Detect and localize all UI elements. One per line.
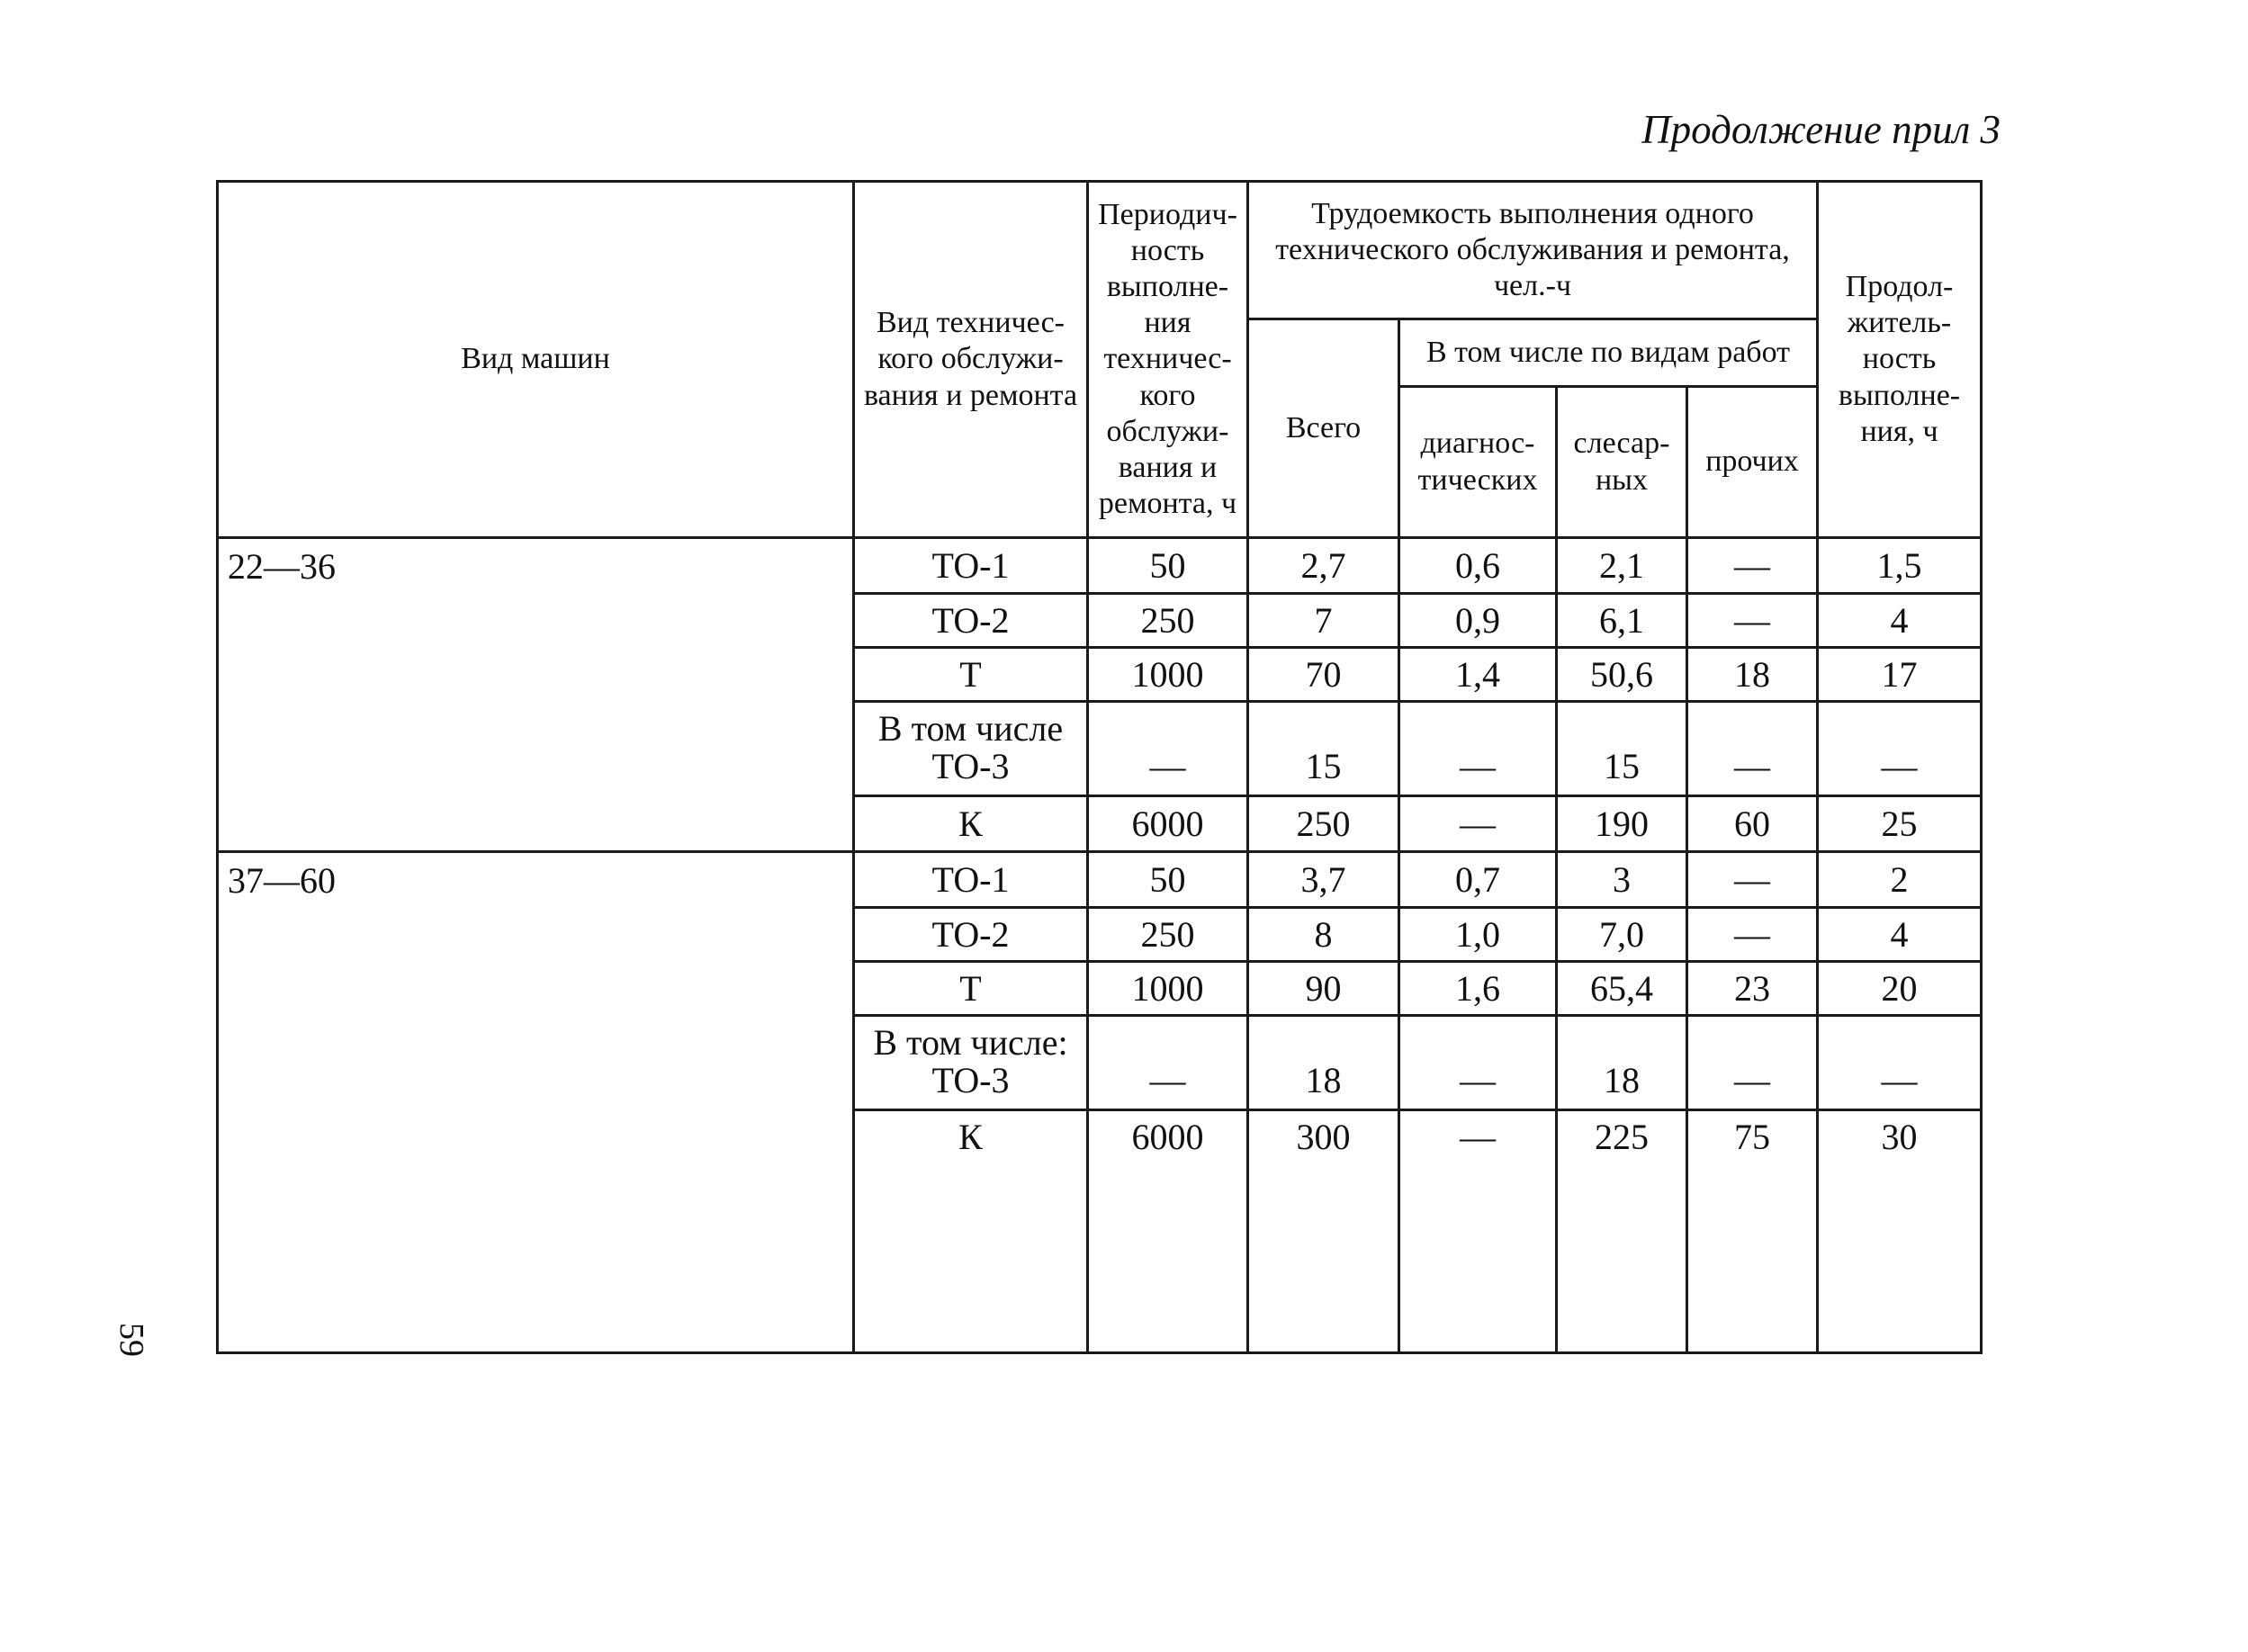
cell-duration: 4 (1818, 908, 1982, 962)
cell-diagnostic: 1,0 (1399, 908, 1557, 962)
cell-period: — (1088, 702, 1248, 796)
cell-other: 23 (1687, 962, 1818, 1016)
cell-locksmith: 190 (1557, 796, 1687, 852)
header-maintenance-type: Вид техничес-кого обслужи-вания и ремонта (854, 182, 1088, 538)
cell-duration: 17 (1818, 648, 1982, 702)
cell-period: 50 (1088, 538, 1248, 594)
cell-other: 75 (1687, 1110, 1818, 1353)
cell-diagnostic: 0,6 (1399, 538, 1557, 594)
cell-period: 250 (1088, 594, 1248, 648)
cell-type: ТО-1 (854, 538, 1088, 594)
cell-period: — (1088, 1016, 1248, 1110)
cell-other: — (1687, 1016, 1818, 1110)
cell-period: 1000 (1088, 962, 1248, 1016)
header-labor-intensity: Трудоемкость выполнения одного технического обслуживания и ремонта, чел.-ч (1248, 182, 1818, 319)
cell-diagnostic: 0,7 (1399, 852, 1557, 908)
cell-type: ТО-2 (854, 594, 1088, 648)
cell-duration: 20 (1818, 962, 1982, 1016)
cell-duration: 4 (1818, 594, 1982, 648)
cell-type: ТО-1 (854, 852, 1088, 908)
cell-locksmith: 18 (1557, 1016, 1687, 1110)
cell-period: 50 (1088, 852, 1248, 908)
header-by-work-type: В том числе по видам работ (1399, 319, 1818, 387)
header-diagnostic: диагнос-тических (1399, 387, 1557, 538)
cell-locksmith: 6,1 (1557, 594, 1687, 648)
appendix-caption: Продолжение прил 3 (1641, 107, 2001, 152)
cell-diagnostic: — (1399, 702, 1557, 796)
cell-duration: 2 (1818, 852, 1982, 908)
header-periodicity: Периодич-ность выполне-ния техничес-кого обслужи-вания и ремонта, ч (1088, 182, 1248, 538)
cell-locksmith: 50,6 (1557, 648, 1687, 702)
cell-locksmith: 7,0 (1557, 908, 1687, 962)
cell-duration: 25 (1818, 796, 1982, 852)
cell-type: ТО-2 (854, 908, 1088, 962)
cell-locksmith: 15 (1557, 702, 1687, 796)
cell-type: К (854, 796, 1088, 852)
header-other: прочих (1687, 387, 1818, 538)
cell-total: 15 (1248, 702, 1399, 796)
cell-type (854, 702, 1088, 796)
table-row (218, 852, 1982, 908)
cell-period: 6000 (1088, 1110, 1248, 1353)
cell-total: 18 (1248, 1016, 1399, 1110)
cell-locksmith: 3 (1557, 852, 1687, 908)
cell-diagnostic: 0,9 (1399, 594, 1557, 648)
cell-total: 8 (1248, 908, 1399, 962)
cell-type-line2: ТО-3 (931, 746, 1010, 786)
cell-total: 70 (1248, 648, 1399, 702)
group-label: 37—60 (218, 852, 854, 1353)
header-total: Всего (1248, 319, 1399, 538)
maintenance-table (216, 180, 1983, 1354)
cell-diagnostic: 1,4 (1399, 648, 1557, 702)
cell-locksmith: 65,4 (1557, 962, 1687, 1016)
cell-duration: 30 (1818, 1110, 1982, 1353)
cell-other: 18 (1687, 648, 1818, 702)
cell-duration: 1,5 (1818, 538, 1982, 594)
cell-other: — (1687, 852, 1818, 908)
cell-other: 60 (1687, 796, 1818, 852)
cell-type-line1: В том числе: (873, 1022, 1068, 1063)
cell-total: 300 (1248, 1110, 1399, 1353)
cell-total: 90 (1248, 962, 1399, 1016)
cell-other: — (1687, 538, 1818, 594)
cell-total: 7 (1248, 594, 1399, 648)
cell-other: — (1687, 908, 1818, 962)
cell-duration: — (1818, 1016, 1982, 1110)
group-label: 22—36 (218, 538, 854, 852)
header-machine-type: Вид машин (218, 182, 854, 538)
cell-other: — (1687, 594, 1818, 648)
cell-type: К (854, 1110, 1088, 1353)
header-row (218, 182, 1982, 319)
cell-type: Т (854, 962, 1088, 1016)
cell-period: 1000 (1088, 648, 1248, 702)
cell-diagnostic: — (1399, 1110, 1557, 1353)
cell-diagnostic: 1,6 (1399, 962, 1557, 1016)
header-locksmith: слесар-ных (1557, 387, 1687, 538)
cell-period: 250 (1088, 908, 1248, 962)
cell-duration: — (1818, 702, 1982, 796)
page-number: 59 (112, 1323, 150, 1357)
cell-locksmith: 2,1 (1557, 538, 1687, 594)
cell-type: Т (854, 648, 1088, 702)
cell-diagnostic: — (1399, 1016, 1557, 1110)
cell-type-line2: ТО-3 (931, 1060, 1010, 1100)
cell-total: 3,7 (1248, 852, 1399, 908)
header-duration: Продол-житель-ность выполне-ния, ч (1818, 182, 1982, 538)
cell-locksmith: 225 (1557, 1110, 1687, 1353)
cell-total: 2,7 (1248, 538, 1399, 594)
cell-type-line1: В том числе (877, 708, 1064, 749)
cell-other: — (1687, 702, 1818, 796)
cell-diagnostic: — (1399, 796, 1557, 852)
cell-period: 6000 (1088, 796, 1248, 852)
cell-type (854, 1016, 1088, 1110)
cell-total: 250 (1248, 796, 1399, 852)
table-row (218, 538, 1982, 594)
